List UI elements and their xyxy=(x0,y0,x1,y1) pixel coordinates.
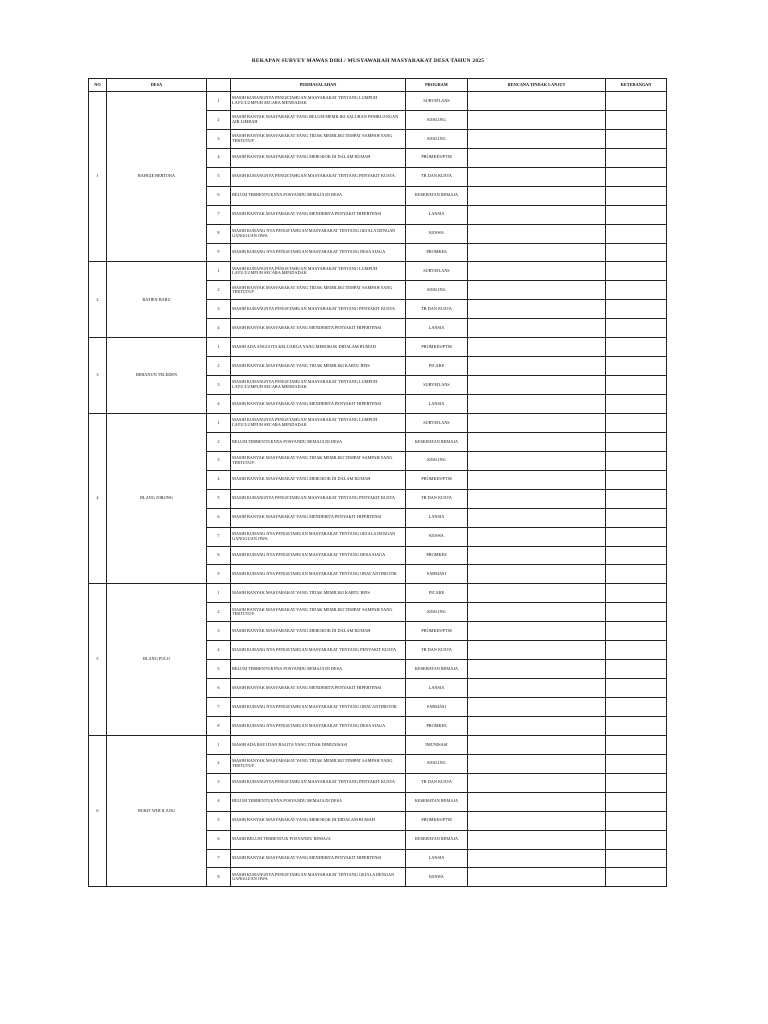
table-row xyxy=(89,92,667,111)
problem-cell: MASIH KURANGNYA PENGETAHUAN MASYARAKAT TENTANG GEJALA DENGAN GANGGUAN JIWA xyxy=(231,868,406,887)
program-cell: TB DAN KUSTA xyxy=(406,641,468,660)
follow-up-plan-cell xyxy=(468,698,606,717)
program-cell: SURVEILANS xyxy=(406,92,468,111)
follow-up-plan-cell xyxy=(468,262,606,281)
notes-cell xyxy=(606,281,667,300)
item-number-cell: 2 xyxy=(207,603,231,622)
item-number-cell: 4 xyxy=(207,148,231,167)
follow-up-plan-cell xyxy=(468,811,606,830)
program-cell: PROMKES xyxy=(406,243,468,262)
item-number-cell: 4 xyxy=(207,641,231,660)
item-number-cell: 2 xyxy=(207,754,231,773)
item-number-cell: 4 xyxy=(207,470,231,489)
program-cell: KESLING xyxy=(406,603,468,622)
village-name-cell: BUKIT WIH ILANG xyxy=(107,735,207,887)
notes-cell xyxy=(606,148,667,167)
program-cell: KESEHATAN REMAJA xyxy=(406,792,468,811)
village-number-cell: 6 xyxy=(89,735,107,887)
document-title: REKAPAN SURVEY MAWAS DIRI / MUSYAWARAH MASYARAKAT DESA TAHUN 2025 xyxy=(251,58,485,64)
header-keterangan: KETERANGAN xyxy=(606,79,667,92)
table-row xyxy=(89,338,667,357)
problem-cell: MASIH BANYAK MASYARAKAT YANG TIDAK MEMILIKI TEMPAT SAMPAH YANG TERTUTUP xyxy=(231,281,406,300)
item-number-cell: 5 xyxy=(207,489,231,508)
item-number-cell: 3 xyxy=(207,376,231,395)
program-cell: PROMKES/PTM xyxy=(406,811,468,830)
problem-cell: MASIH BANYAK MASYARAKAT YANG MENDERITA PENYAKIT HIPERTENSI xyxy=(231,395,406,414)
item-number-cell: 7 xyxy=(207,205,231,224)
program-cell: LANSIA xyxy=(406,205,468,224)
program-cell: KESLING xyxy=(406,754,468,773)
problem-cell: MASIH KURANGNYA PENGETAHUAN MASYARAKAT TENTANG LUMPUH LAYU/LUMPUH SECARA MENDADAK xyxy=(231,376,406,395)
follow-up-plan-cell xyxy=(468,830,606,849)
follow-up-plan-cell xyxy=(468,186,606,205)
village-number-cell: 4 xyxy=(89,413,107,583)
notes-cell xyxy=(606,451,667,470)
program-cell: LANSIA xyxy=(406,395,468,414)
follow-up-plan-cell xyxy=(468,376,606,395)
program-cell: KESEHATAN REMAJA xyxy=(406,660,468,679)
follow-up-plan-cell xyxy=(468,300,606,319)
item-number-cell: 5 xyxy=(207,660,231,679)
table-header-row xyxy=(89,79,667,92)
header-no: NO xyxy=(89,79,107,92)
item-number-cell: 4 xyxy=(207,792,231,811)
notes-cell xyxy=(606,395,667,414)
header-rencana-tindak-lanjut: RENCANA TINDAK LANJUT xyxy=(468,79,606,92)
table-row xyxy=(89,735,667,754)
program-cell: FARMASI xyxy=(406,565,468,584)
follow-up-plan-cell xyxy=(468,508,606,527)
program-cell: KESLING xyxy=(406,281,468,300)
problem-cell: MASIH BANYAK MASYARAKAT YANG MENDERITA PENYAKIT HIPERTENSI xyxy=(231,319,406,338)
notes-cell xyxy=(606,205,667,224)
program-cell: KESEHATAN REMAJA xyxy=(406,830,468,849)
follow-up-plan-cell xyxy=(468,243,606,262)
program-cell: KESLING xyxy=(406,110,468,129)
notes-cell xyxy=(606,622,667,641)
problem-cell: MASIH KURANGNYA PENGETAHUAN MASYARAKAT TENTANG PENYAKIT KUSTA xyxy=(231,489,406,508)
problem-cell: MASIH KURANGNYA PENGETAHUAN MASYARAKAT TENTANG PENYAKIT KUSTA xyxy=(231,300,406,319)
item-number-cell: 4 xyxy=(207,395,231,414)
item-number-cell: 8 xyxy=(207,546,231,565)
notes-cell xyxy=(606,186,667,205)
program-cell: PROMKES/PTM xyxy=(406,470,468,489)
item-number-cell: 1 xyxy=(207,584,231,603)
notes-cell xyxy=(606,92,667,111)
program-cell: KESWA xyxy=(406,224,468,243)
program-cell: TB DAN KUSTA xyxy=(406,773,468,792)
follow-up-plan-cell xyxy=(468,338,606,357)
follow-up-plan-cell xyxy=(468,849,606,868)
program-cell: TB DAN KUSTA xyxy=(406,489,468,508)
notes-cell xyxy=(606,508,667,527)
item-number-cell: 3 xyxy=(207,451,231,470)
problem-cell: MASIH BANYAK MASYARAKAT YANG BELUM MEMILIKI SALURAN PEMBUANGAN AIR LIMBAH xyxy=(231,110,406,129)
item-number-cell: 5 xyxy=(207,811,231,830)
problem-cell: MASIH KURANGNYA PENGETAHUAN MASYARAKAT TENTANG PENYAKIT KUSTA xyxy=(231,167,406,186)
item-number-cell: 2 xyxy=(207,432,231,451)
notes-cell xyxy=(606,603,667,622)
problem-cell: MASIH BANYAK MASYARAKAT YANG MEROKOK DI DALAM RUMAH xyxy=(231,148,406,167)
program-cell: SURVEILANS xyxy=(406,262,468,281)
follow-up-plan-cell xyxy=(468,281,606,300)
notes-cell xyxy=(606,811,667,830)
header-program: PROGRAM xyxy=(406,79,468,92)
follow-up-plan-cell xyxy=(468,603,606,622)
program-cell: PROMKES/PTM xyxy=(406,622,468,641)
problem-cell: MASIH BANYAK MASYARAKAT YANG MEROKOK DI DALAM RUMAH xyxy=(231,622,406,641)
notes-cell xyxy=(606,546,667,565)
program-cell: KESLING xyxy=(406,451,468,470)
follow-up-plan-cell xyxy=(468,716,606,735)
item-number-cell: 8 xyxy=(207,868,231,887)
table-row xyxy=(89,584,667,603)
item-number-cell: 1 xyxy=(207,413,231,432)
problem-cell: BELUM TERBENTUKNYA POSYANDU REMAJA DI DESA xyxy=(231,186,406,205)
program-cell: PROMKES xyxy=(406,716,468,735)
notes-cell xyxy=(606,565,667,584)
follow-up-plan-cell xyxy=(468,679,606,698)
follow-up-plan-cell xyxy=(468,527,606,546)
notes-cell xyxy=(606,338,667,357)
notes-cell xyxy=(606,413,667,432)
survey-recap-table xyxy=(88,78,667,887)
notes-cell xyxy=(606,868,667,887)
notes-cell xyxy=(606,584,667,603)
problem-cell: MASIH BANYAK MASYARAKAT YANG TIDAK MEMILIKI KARTU BPJS xyxy=(231,357,406,376)
village-number-cell: 1 xyxy=(89,92,107,262)
notes-cell xyxy=(606,167,667,186)
program-cell: LANSIA xyxy=(406,849,468,868)
program-cell: FARMASI xyxy=(406,698,468,717)
notes-cell xyxy=(606,527,667,546)
problem-cell: MASIH BANYAK MASYARAKAT YANG MEROKOK DI DALAM RUMAH xyxy=(231,470,406,489)
follow-up-plan-cell xyxy=(468,470,606,489)
problem-cell: MASIH BANYAK MASYARAKAT YANG MENDERITA PENYAKIT HIPERTENSI xyxy=(231,849,406,868)
program-cell: KESEHATAN REMAJA xyxy=(406,186,468,205)
notes-cell xyxy=(606,735,667,754)
program-cell: PICARE xyxy=(406,584,468,603)
problem-cell: BELUM TERBENTUKNYA POSYANDU REMAJA DI DESA xyxy=(231,432,406,451)
program-cell: TB DAN KUSTA xyxy=(406,167,468,186)
village-number-cell: 3 xyxy=(89,338,107,414)
follow-up-plan-cell xyxy=(468,584,606,603)
notes-cell xyxy=(606,432,667,451)
notes-cell xyxy=(606,716,667,735)
problem-cell: MASIH KURANG NYA PENGETAHUAN MASYARAKAT TENTANG DESA SIAGA xyxy=(231,546,406,565)
item-number-cell: 7 xyxy=(207,698,231,717)
follow-up-plan-cell xyxy=(468,622,606,641)
follow-up-plan-cell xyxy=(468,167,606,186)
notes-cell xyxy=(606,376,667,395)
problem-cell: MASIH KURANGNYA PENGETAHUAN MASYARAKAT TENTANG LUMPUH LAYU/LUMPUH SECARA MENDADAK xyxy=(231,92,406,111)
item-number-cell: 2 xyxy=(207,357,231,376)
item-number-cell: 9 xyxy=(207,565,231,584)
follow-up-plan-cell xyxy=(468,546,606,565)
problem-cell: MASIH KURANG NYA PENGETAHUAN MASYARAKAT TENTANG DESA SIAGA xyxy=(231,243,406,262)
table-row xyxy=(89,262,667,281)
problem-cell: BELUM TERBENTUKNYA POSYANDU REMAJA DI DESA xyxy=(231,660,406,679)
problem-cell: MASIH KURANG NYA PENGETAHUAN MASYARAKAT TENTANG OBAT ANTIBIOTIK xyxy=(231,698,406,717)
problem-cell: MASIH BANYAK MASYARAKAT YANG TIDAK MEMILIKI TEMPAT SAMPAH YANG TERTUTUP xyxy=(231,754,406,773)
program-cell: TB DAN KUSTA xyxy=(406,300,468,319)
item-number-cell: 3 xyxy=(207,129,231,148)
item-number-cell: 2 xyxy=(207,281,231,300)
item-number-cell: 6 xyxy=(207,679,231,698)
program-cell: PICARE xyxy=(406,357,468,376)
follow-up-plan-cell xyxy=(468,735,606,754)
program-cell: KESEHATAN REMAJA xyxy=(406,432,468,451)
problem-cell: BELUM TERBENTUKNYA POSYANDU REMAJA DI DESA xyxy=(231,792,406,811)
program-cell: PROMKES/PTM xyxy=(406,148,468,167)
problem-cell: MASIH BANYAK MASYARAKAT YANG TIDAK MEMILIKI TEMPAT SAMPAH YANG TERTUTUP xyxy=(231,129,406,148)
follow-up-plan-cell xyxy=(468,792,606,811)
notes-cell xyxy=(606,110,667,129)
program-cell: KESLING xyxy=(406,129,468,148)
problem-cell: MASIH BANYAK MASYARAKAT YANG MENDERITA PENYAKIT HIPERTENSI xyxy=(231,508,406,527)
follow-up-plan-cell xyxy=(468,773,606,792)
program-cell: IMUNISASI xyxy=(406,735,468,754)
notes-cell xyxy=(606,243,667,262)
table-body xyxy=(89,92,667,887)
problem-cell: MASIH KURANG NYA PENGETAHUAN MASYARAKAT TENTANG DESA SIAGA xyxy=(231,716,406,735)
notes-cell xyxy=(606,129,667,148)
follow-up-plan-cell xyxy=(468,432,606,451)
notes-cell xyxy=(606,754,667,773)
program-cell: KESWA xyxy=(406,527,468,546)
item-number-cell: 6 xyxy=(207,830,231,849)
notes-cell xyxy=(606,660,667,679)
follow-up-plan-cell xyxy=(468,110,606,129)
village-name-cell: BATIEN BARU xyxy=(107,262,207,338)
item-number-cell: 8 xyxy=(207,716,231,735)
program-cell: LANSIA xyxy=(406,508,468,527)
notes-cell xyxy=(606,641,667,660)
follow-up-plan-cell xyxy=(468,641,606,660)
village-number-cell: 2 xyxy=(89,262,107,338)
problem-cell: MASIH KURANGNYA PENGETAHUAN MASYARAKAT TENTANG PENYAKIT KUSTA xyxy=(231,773,406,792)
problem-cell: MASIH BANYAK MASYARAKAT YANG MEROKOK DI DIDALAM RUMAH xyxy=(231,811,406,830)
notes-cell xyxy=(606,319,667,338)
notes-cell xyxy=(606,679,667,698)
problem-cell: MASIH BANYAK MASYARAKAT YANG TIDAK MEMILIKI TEMPAT SAMPAH YANG TERTUTUP xyxy=(231,603,406,622)
notes-cell xyxy=(606,300,667,319)
problem-cell: MASIH KURANG NYA PENGETAHUAN MASYARAKAT TENTANG GEJALA DENGAN GANGGUAN JIWA xyxy=(231,527,406,546)
follow-up-plan-cell xyxy=(468,148,606,167)
follow-up-plan-cell xyxy=(468,660,606,679)
notes-cell xyxy=(606,224,667,243)
item-number-cell: 2 xyxy=(207,110,231,129)
follow-up-plan-cell xyxy=(468,129,606,148)
problem-cell: MASIH BANYAK MASYARAKAT YANG MENDERITA PENYAKIT HIPERTENSI xyxy=(231,205,406,224)
problem-cell: MASIH ADA BAYI DAN BALITA YANG TIDAK DIMUNISASI xyxy=(231,735,406,754)
problem-cell: MASIH KURANGNYA PENGETAHUAN MASYARAKAT TENTANG LUMPUH LAYU/LUMPUH SECARA MENDADAK xyxy=(231,262,406,281)
problem-cell: MASIH BANYAK MASYARAKAT YANG TIDAK MEMILIKI TEMPAT SAMPAH YANG TERTUTUP xyxy=(231,451,406,470)
village-name-cell: BLANG JORONG xyxy=(107,413,207,583)
problem-cell: MASIH KURANG NYA PENGETAHUAN MASYARAKAT TENTANG GEJALA DENGAN GANGGUAN JIWA xyxy=(231,224,406,243)
follow-up-plan-cell xyxy=(468,489,606,508)
program-cell: PROMKES xyxy=(406,546,468,565)
problem-cell: MASIH KURANGNYA PENGETAHUAN MASYARAKAT TENTANG LUMPUH LAYU/LUMPUH SECARA MENDADAK xyxy=(231,413,406,432)
problem-cell: MASIH KURANG NYA PENGETAHUAN MASYARAKAT TENTANG PENYAKIT KUSTA xyxy=(231,641,406,660)
follow-up-plan-cell xyxy=(468,565,606,584)
village-name-cell: BERANUN TELEDEN xyxy=(107,338,207,414)
notes-cell xyxy=(606,792,667,811)
item-number-cell: 7 xyxy=(207,849,231,868)
program-cell: SURVEILANS xyxy=(406,376,468,395)
follow-up-plan-cell xyxy=(468,224,606,243)
item-number-cell: 9 xyxy=(207,243,231,262)
table-row xyxy=(89,413,667,432)
follow-up-plan-cell xyxy=(468,451,606,470)
item-number-cell: 1 xyxy=(207,262,231,281)
follow-up-plan-cell xyxy=(468,357,606,376)
problem-cell: MASIH ADA ANGGOTA KELUARGA YANG MEROKOK DIDALAM RUMAH xyxy=(231,338,406,357)
item-number-cell: 1 xyxy=(207,735,231,754)
follow-up-plan-cell xyxy=(468,92,606,111)
village-name-cell: BAHGIE BERTONA xyxy=(107,92,207,262)
item-number-cell: 1 xyxy=(207,92,231,111)
item-number-cell: 7 xyxy=(207,527,231,546)
problem-cell: MASIH BELUM TERBENTUK POSYANDU REMAJA xyxy=(231,830,406,849)
item-number-cell: 3 xyxy=(207,773,231,792)
header-desa: DESA xyxy=(107,79,207,92)
program-cell: PROMKES/PTM xyxy=(406,338,468,357)
program-cell: LANSIA xyxy=(406,679,468,698)
item-number-cell: 6 xyxy=(207,508,231,527)
notes-cell xyxy=(606,357,667,376)
notes-cell xyxy=(606,470,667,489)
program-cell: LANSIA xyxy=(406,319,468,338)
item-number-cell: 6 xyxy=(207,186,231,205)
notes-cell xyxy=(606,698,667,717)
item-number-cell: 8 xyxy=(207,224,231,243)
problem-cell: MASIH BANYAK MASYARAKAT YANG MENDERITA PENYAKIT HIPERTENSI xyxy=(231,679,406,698)
header-item-number xyxy=(207,79,231,92)
notes-cell xyxy=(606,262,667,281)
notes-cell xyxy=(606,849,667,868)
follow-up-plan-cell xyxy=(468,413,606,432)
notes-cell xyxy=(606,489,667,508)
follow-up-plan-cell xyxy=(468,868,606,887)
notes-cell xyxy=(606,773,667,792)
village-number-cell: 5 xyxy=(89,584,107,736)
item-number-cell: 3 xyxy=(207,300,231,319)
item-number-cell: 4 xyxy=(207,319,231,338)
item-number-cell: 5 xyxy=(207,167,231,186)
program-cell: SURVEILANS xyxy=(406,413,468,432)
program-cell: KESWA xyxy=(406,868,468,887)
follow-up-plan-cell xyxy=(468,395,606,414)
follow-up-plan-cell xyxy=(468,319,606,338)
notes-cell xyxy=(606,830,667,849)
follow-up-plan-cell xyxy=(468,205,606,224)
problem-cell: MASIH KURANG NYA PENGETAHUAN MASYARAKAT TENTANG OBAT ANTIBIOTIK xyxy=(231,565,406,584)
follow-up-plan-cell xyxy=(468,754,606,773)
village-name-cell: BLANG PULO xyxy=(107,584,207,736)
item-number-cell: 1 xyxy=(207,338,231,357)
header-permasalahan: PERMASALAHAN xyxy=(231,79,406,92)
item-number-cell: 3 xyxy=(207,622,231,641)
problem-cell: MASIH BANYAK MASYARAKAT YANG TIDAK MEMILIKI KARTU BPJS xyxy=(231,584,406,603)
